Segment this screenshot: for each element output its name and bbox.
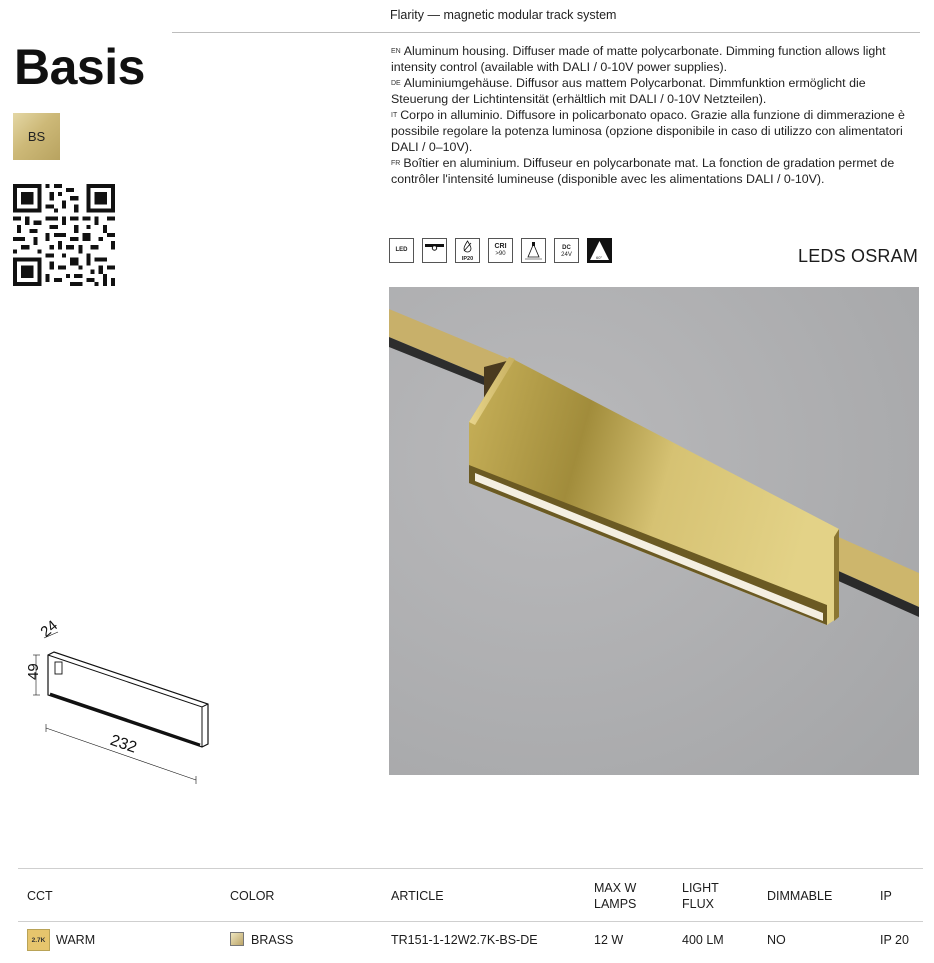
track-mount-icon xyxy=(422,238,447,263)
cell-dimmable: NO xyxy=(767,933,786,947)
header-dimmable: DIMMABLE xyxy=(767,889,833,903)
cct-badge: 2.7K xyxy=(27,929,50,951)
led-brand: LEDS OSRAM xyxy=(798,246,919,266)
led-icon: LED xyxy=(389,238,414,263)
dimension-depth: 24 xyxy=(37,617,62,641)
header-light-flux: LIGHT FLUX xyxy=(682,881,719,911)
finish-swatch xyxy=(13,113,60,160)
series-subtitle: Flarity — magnetic modular track system xyxy=(390,8,617,22)
cell-cct: WARM xyxy=(56,933,96,947)
table-top-rule xyxy=(18,868,923,869)
description-de: $^{DE}$ Aluminiumgehäuse. Diffusor aus mattem Polycarbonat. Dimmfunktion ermöglicht die Steuerung der Lichtintensität (erhältlich mit DALI / 0-10V Netzteilen). xyxy=(391,76,866,106)
cell-light-flux: 400 LM xyxy=(682,933,724,947)
spec-icons xyxy=(389,238,612,264)
cell-article[interactable]: TR151-1-12W2.7K-BS-DE xyxy=(391,933,538,947)
cell-max-w: 12 W xyxy=(594,933,624,947)
product-title: Basis xyxy=(14,39,145,95)
beam-angle-icon: 60° xyxy=(587,238,612,263)
description-fr: $^{FR}$ Boîtier en aluminium. Diffuseur en polycarbonate mat. La fonction de gradation permet de contrôler l'intensité lumineuse (disponible avec les alimentations DALI / 0-10V). xyxy=(391,156,895,186)
header-cct: CCT xyxy=(27,889,53,903)
beam-icon xyxy=(521,238,546,263)
dimension-length: 232 xyxy=(108,731,139,757)
cri-icon: CRI >90 xyxy=(488,238,513,263)
finish-code: BS xyxy=(27,129,46,144)
header-color: COLOR xyxy=(230,889,275,903)
qr-code[interactable] xyxy=(13,184,115,286)
header-max-w: MAX W LAMPS xyxy=(594,881,637,911)
table-header-rule xyxy=(18,921,923,922)
header-ip: IP xyxy=(880,889,892,903)
description-it: $^{IT}$ Corpo in alluminio. Diffusore in policarbonato opaco. Grazie alla funzione di dimmerazione è possibile regolare la potenza luminosa (opzione disponibile in caso di utilizzo con alimentatori DALI / 0–10V). xyxy=(391,108,905,154)
description-en: $^{EN}$ Aluminum housing. Diffuser made of matte polycarbonate. Dimming function allows light intensity control (available with DALI / 0-10V power supplies). xyxy=(391,44,886,74)
product-description xyxy=(391,43,926,187)
color-swatch xyxy=(230,932,244,946)
cell-color: BRASS xyxy=(251,933,294,947)
dimension-drawing xyxy=(10,610,220,790)
dc-voltage-icon: DC 24V xyxy=(554,238,579,263)
ip-rating-icon: IP20 xyxy=(455,238,480,263)
header-divider xyxy=(172,32,920,33)
dimension-height: 49 xyxy=(25,663,42,680)
product-photo xyxy=(389,287,919,775)
header-article: ARTICLE xyxy=(391,889,444,903)
cell-ip: IP 20 xyxy=(880,933,909,947)
